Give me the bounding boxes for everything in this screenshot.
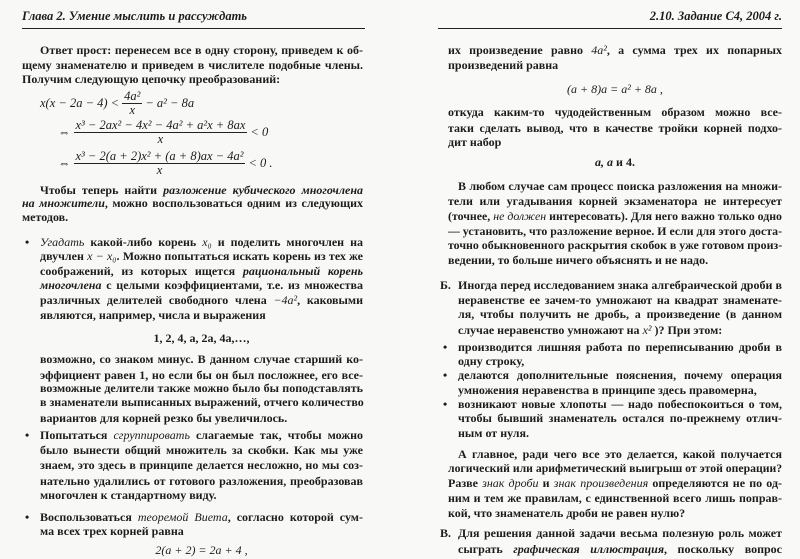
text-segment: двучлен [40,249,88,263]
emphasized-term: a, a [595,155,614,169]
text-line [448,104,782,120]
text-segment: различных делителей свободного члена [40,293,274,307]
fraction-denominator: x [156,162,163,177]
text-segment: являются, например, числа и выражения [40,308,266,322]
text-segment: неравенстве ее зачем-то умножают на квадрат знаменате- [458,293,782,307]
text-segment: их произведение равно [448,43,592,57]
text-segment: Чтобы теперь найти [40,183,164,197]
text-line [448,208,782,224]
line-content [448,506,685,520]
text-segment: было вынести общий множитель за скобки. Как мы уже [40,443,363,457]
text-line [448,252,782,268]
line-content [40,443,363,457]
text-segment: А главное, ради чего все это делается, какой получается [458,447,782,461]
line-content [40,395,364,409]
text-line [448,154,782,170]
text-segment: ным от нуля. [458,426,530,440]
formula-line [40,89,194,117]
line-content [22,210,68,224]
text-segment: ним и тем же правилам, с единственной всего лишь поправ- [448,491,782,505]
text-segment: — установить, что разложение верное. И если для этого доста- [448,224,783,238]
line-content [448,209,782,223]
text-segment: произведений равна [448,58,559,72]
text-segment: , поскольку вопрос [664,542,783,556]
text-segment: интересовать). Для него важно только одно [546,209,782,223]
text-line [40,394,363,410]
line-content [567,82,663,96]
text-line [40,442,363,458]
formula-prefix: ⇔ [58,124,71,139]
line-content [40,293,363,307]
text-segment: нательно удалились от готового разложения, преобразовав [40,474,363,488]
formula-line [58,118,268,146]
text-segment: сыграть [458,542,514,556]
line-content [458,340,782,354]
text-segment: многочлен к стандартному виду. [40,488,217,502]
bullet-marker: • [25,235,30,249]
formula-suffix: < 0 [250,124,269,139]
line-content [448,238,782,252]
text-line [458,178,782,194]
fraction-numerator: x³ − 2(a + 2)x² + (a + 8)ax − 4a² [75,148,244,163]
line-content [40,249,363,263]
line-content [458,323,722,337]
text-segment: возможно, со знаком минус. В данном случае старший ко- [40,352,363,366]
text-segment: методов. [22,210,69,224]
text-segment: определяются не по од- [648,476,783,490]
line-content [40,308,266,322]
line-content [40,278,363,292]
emphasized-term: не должен [493,209,547,223]
text-line [458,541,782,557]
text-line [22,71,363,87]
text-line [458,306,782,322]
text-line [458,277,782,293]
formula-prefix: ⇔ [58,155,71,170]
text-line [448,57,782,73]
header-rule [438,28,782,29]
header-rule [22,28,365,29]
bullet-marker: • [25,428,30,442]
text-segment: Разве [448,476,483,490]
text-segment: вариантов для корней резко бы увеличилось. [40,411,288,425]
text-line [448,42,782,58]
text-segment: тели или угадывания корней экзаменатора не интересует [448,194,782,208]
text-segment: , а сумма трех их попарных [606,43,782,57]
text-segment: )? При этом: [651,323,723,337]
running-header-section: 2.10. Задание С4, 2004 г. [649,9,782,23]
text-line [40,487,363,503]
line-content [40,488,216,502]
text-line [40,277,363,293]
text-segment: откуда каким-то чудодейственным образом можно все- [448,105,782,119]
list-label: Б. [440,278,451,292]
line-content [458,397,782,411]
line-content [155,543,247,557]
list-label: В. [440,526,452,540]
text-segment: знаем, это здесь в принципе делается несложно, но мы соз- [40,458,363,472]
line-content [458,447,782,461]
line-content [458,368,782,382]
line-content [40,381,363,395]
text-segment: слагаемые так, чтобы можно [189,428,363,442]
text-segment: Для решения данной задачи весьма полезную роль может [458,526,782,540]
text-segment: В любом случае сам процесс поиска разложения на множи- [458,179,782,193]
text-line [458,525,782,541]
text-segment: 1, 2, 4, a, 2a, 4a,…, [153,331,250,345]
line-content [448,58,558,72]
text-segment: таки сделать вывод, что в качестве тройки корней подхо- [448,121,782,135]
line-content [458,307,782,321]
emphasized-term: x − x₀ [87,249,117,263]
text-segment: делаются дополнительные пояснения, почему операция [458,368,782,382]
text-line [40,523,363,539]
text-segment: случае неравенство умножают на [458,323,643,337]
text-segment: ля, чтобы получить не дробь, а произведение (в данном [458,307,782,321]
text-line [40,351,363,367]
bullet-marker: • [25,510,30,524]
line-content [458,542,782,556]
fraction-numerator: x³ − 2ax² − 4x² − 4a² + a²x + 8ax [75,117,246,132]
text-segment: . Можно попытаться искать корень из тех же [116,249,364,263]
running-header-chapter: Глава 2. Умение мыслить и рассуждать [22,9,247,23]
text-segment: щему знаменателю и приведем в числителе подобные члены. [22,58,363,72]
bullet-marker: • [443,340,448,354]
fraction-numerator: 4a² [124,88,141,103]
text-line [448,505,782,521]
emphasized-term: разложение кубического многочлена [163,183,363,197]
line-content [458,293,782,307]
emphasized-term: теоремой Виета [137,510,228,524]
text-segment: одну строку, [458,354,525,368]
text-segment: , согласно которой сум- [227,510,363,524]
line-content [154,331,250,345]
text-line [458,322,782,338]
fraction [74,119,248,146]
text-segment: и [538,476,554,490]
line-content [448,461,782,475]
text-segment: эффициент равен 1, но если бы он был посложнее, его все- [40,368,363,382]
fraction-denominator: x [129,102,136,117]
emphasized-term: рациональный корень [242,264,363,278]
right-page [400,0,800,559]
text-segment: Ответ прост: перенесем все в одну сторону, приведем к об- [40,43,363,57]
text-line [458,367,782,383]
text-segment: в знаменатели выписанных выражений, отчего количество [40,395,364,409]
text-line [448,237,782,253]
line-content [40,43,363,57]
line-content [40,352,363,366]
bullet-marker: • [443,368,448,382]
emphasized-term: сгруппировать [113,428,190,442]
bullet-marker: • [443,397,448,411]
emphasized-term: знак произведения [553,476,649,490]
text-line [40,410,363,426]
text-segment: возникают новые хлопоты — надо побеспокоиться о том, [458,397,782,411]
text-segment: , можно воспользоваться одним из следующих [104,196,364,210]
line-content [448,135,501,149]
line-content [458,179,782,193]
text-line [458,425,782,441]
emphasized-term: на множители [22,196,105,210]
line-content [458,526,782,540]
text-line [40,248,363,264]
fraction [122,90,142,117]
line-content [458,354,524,368]
text-line [448,475,782,491]
text-segment: логический или арифметический выигрыш от этой операции? [448,461,783,475]
text-segment: возможные делители также можно было бы поподставлять [40,381,363,395]
text-line [458,410,782,426]
emphasized-term: 4a² [591,43,607,57]
text-segment: Воспользоваться [40,510,138,524]
text-segment: чтобы бывший знаменатель остался по-прежнему отлич- [458,411,782,425]
fraction [74,150,246,177]
line-content [40,428,363,442]
text-segment: , каковыми [297,293,363,307]
text-line [40,330,363,346]
text-segment: точно обыкновенного раскрытия скобок в уже готовом произ- [448,238,783,252]
text-segment: умножения неравенства в принципе здесь правомерна, [458,383,757,397]
text-line [40,292,363,308]
fraction-denominator: x [157,131,164,146]
line-content [40,458,363,472]
line-content [458,278,782,292]
line-content [40,524,184,538]
text-line [40,427,363,443]
line-content [448,224,782,238]
text-segment: и 4. [613,155,635,169]
line-content [40,264,363,278]
emphasized-term: x² [642,323,652,337]
line-content [448,121,782,135]
emphasized-term: графическая иллюстрация [513,542,665,556]
line-content [40,474,363,488]
text-line [40,457,363,473]
text-segment: производится лишняя работа по переписыванию дроби в [458,340,782,354]
text-segment: какой-либо корень [84,235,203,249]
text-line [22,209,363,225]
text-line [448,490,782,506]
line-content [22,58,363,72]
text-line [40,307,363,323]
line-content [448,253,708,267]
line-content [448,194,782,208]
text-line [448,193,782,209]
text-segment: Иногда перед исследованием знака алгебраической дроби в [458,278,782,292]
text-line [448,81,782,97]
text-segment: ма всех трех корней равна [40,524,184,538]
emphasized-term: знак дроби [482,476,539,490]
text-line [40,542,363,558]
emphasized-term: многочлена [40,278,102,292]
line-content [595,155,635,169]
line-content [448,476,782,490]
emphasized-term: Угадать [40,235,85,249]
text-segment: ведении, то больше ничего объяснять и не надо. [448,253,709,267]
formula-suffix: < 0 . [248,155,273,170]
text-segment: и поделить многочлен на [211,235,363,249]
formula-prefix: x(x − 2a − 4) < [40,95,120,110]
text-line [448,134,782,150]
text-segment: Получим следующую цепочку преобразований: [22,72,281,86]
text-segment: Попытаться [40,428,114,442]
line-content [40,411,287,425]
text-line [40,42,363,58]
emphasized-term: x₀ [202,235,212,249]
text-segment: с целыми коэффициентами, т.е. из множества [101,278,363,292]
formula-suffix: − a² − 8a [145,95,195,110]
line-content [22,196,363,210]
line-content [448,491,782,505]
line-content [40,235,363,249]
line-content [448,43,782,57]
text-line [448,460,782,476]
emphasized-term: −4a² [273,293,298,307]
line-content [458,383,757,397]
line-content [458,426,529,440]
line-content [448,105,782,119]
text-segment: соображений, из которых ищется [40,264,243,278]
text-segment: кой, что знаменатель дроби не равен нулю? [448,506,686,520]
emphasized-term: (a + 8)a = a² + 8a , [567,82,663,96]
text-segment: (точнее, [448,209,494,223]
line-content [22,72,280,86]
line-content [458,411,782,425]
emphasized-term: 2(a + 2) = 2a + 4 , [155,543,248,557]
text-segment: дит набор [448,135,502,149]
formula-line [58,149,273,177]
line-content [40,510,363,524]
